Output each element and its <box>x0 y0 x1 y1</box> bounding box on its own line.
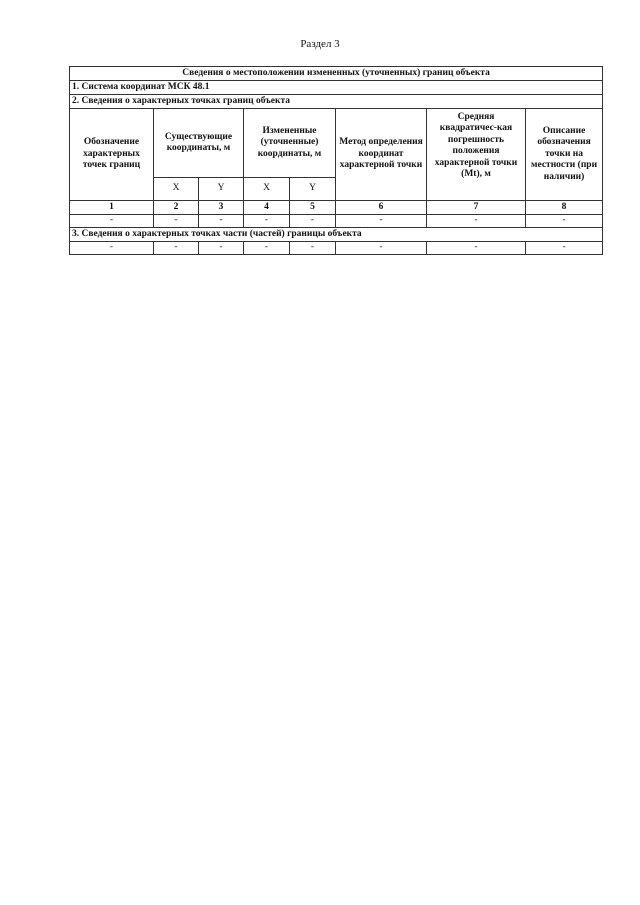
header-changed-coords: Измененные (уточненные) координаты, м <box>244 109 336 178</box>
column-number: 7 <box>427 201 526 215</box>
table-cell: - <box>290 215 336 228</box>
table-cell: - <box>70 242 154 255</box>
table-cell: - <box>427 242 526 255</box>
column-number: 3 <box>199 201 244 215</box>
table-cell: - <box>336 242 427 255</box>
coordinate-system-row: 1. Система координат МСК 48.1 <box>70 81 603 95</box>
header-changed-y: Y <box>290 178 336 201</box>
header-existing-x: X <box>154 178 199 201</box>
header-changed-x: X <box>244 178 290 201</box>
points-section-row: 2. Сведения о характерных точках границ объекта <box>70 95 603 109</box>
header-method: Метод определения координат характерной точки <box>336 109 427 201</box>
table-cell: - <box>244 215 290 228</box>
table-cell: - <box>199 215 244 228</box>
section-title: Раздел 3 <box>300 38 340 50</box>
header-mean-error: Средняя квадратичес-кая погрешность положения характерной точки (Mt), м <box>427 109 526 201</box>
table-cell: - <box>199 242 244 255</box>
table-cell: - <box>244 242 290 255</box>
column-number: 4 <box>244 201 290 215</box>
header-existing-coords: Существующие координаты, м <box>154 109 244 178</box>
header-existing-y: Y <box>199 178 244 201</box>
header-description: Описание обозначения точки на местности (при наличии) <box>526 109 603 201</box>
column-number: 5 <box>290 201 336 215</box>
table-cell: - <box>526 215 603 228</box>
table-cell: - <box>290 242 336 255</box>
column-number: 8 <box>526 201 603 215</box>
table-cell: - <box>154 215 199 228</box>
points-data-row <box>70 215 603 228</box>
column-number: 1 <box>70 201 154 215</box>
table-cell: - <box>526 242 603 255</box>
parts-data-row <box>70 242 603 255</box>
table-cell: - <box>154 242 199 255</box>
column-numbers-row <box>70 201 603 215</box>
table-title: Сведения о местоположении измененных (уточненных) границ объекта <box>70 67 603 81</box>
parts-section-row: 3. Сведения о характерных точках части (частей) границы объекта <box>70 228 603 242</box>
column-number: 2 <box>154 201 199 215</box>
column-number: 6 <box>336 201 427 215</box>
table-cell: - <box>336 215 427 228</box>
table-cell: - <box>427 215 526 228</box>
header-point-designation: Обозначение характерных точек границ <box>70 109 154 201</box>
boundary-table <box>69 66 603 255</box>
table-cell: - <box>70 215 154 228</box>
